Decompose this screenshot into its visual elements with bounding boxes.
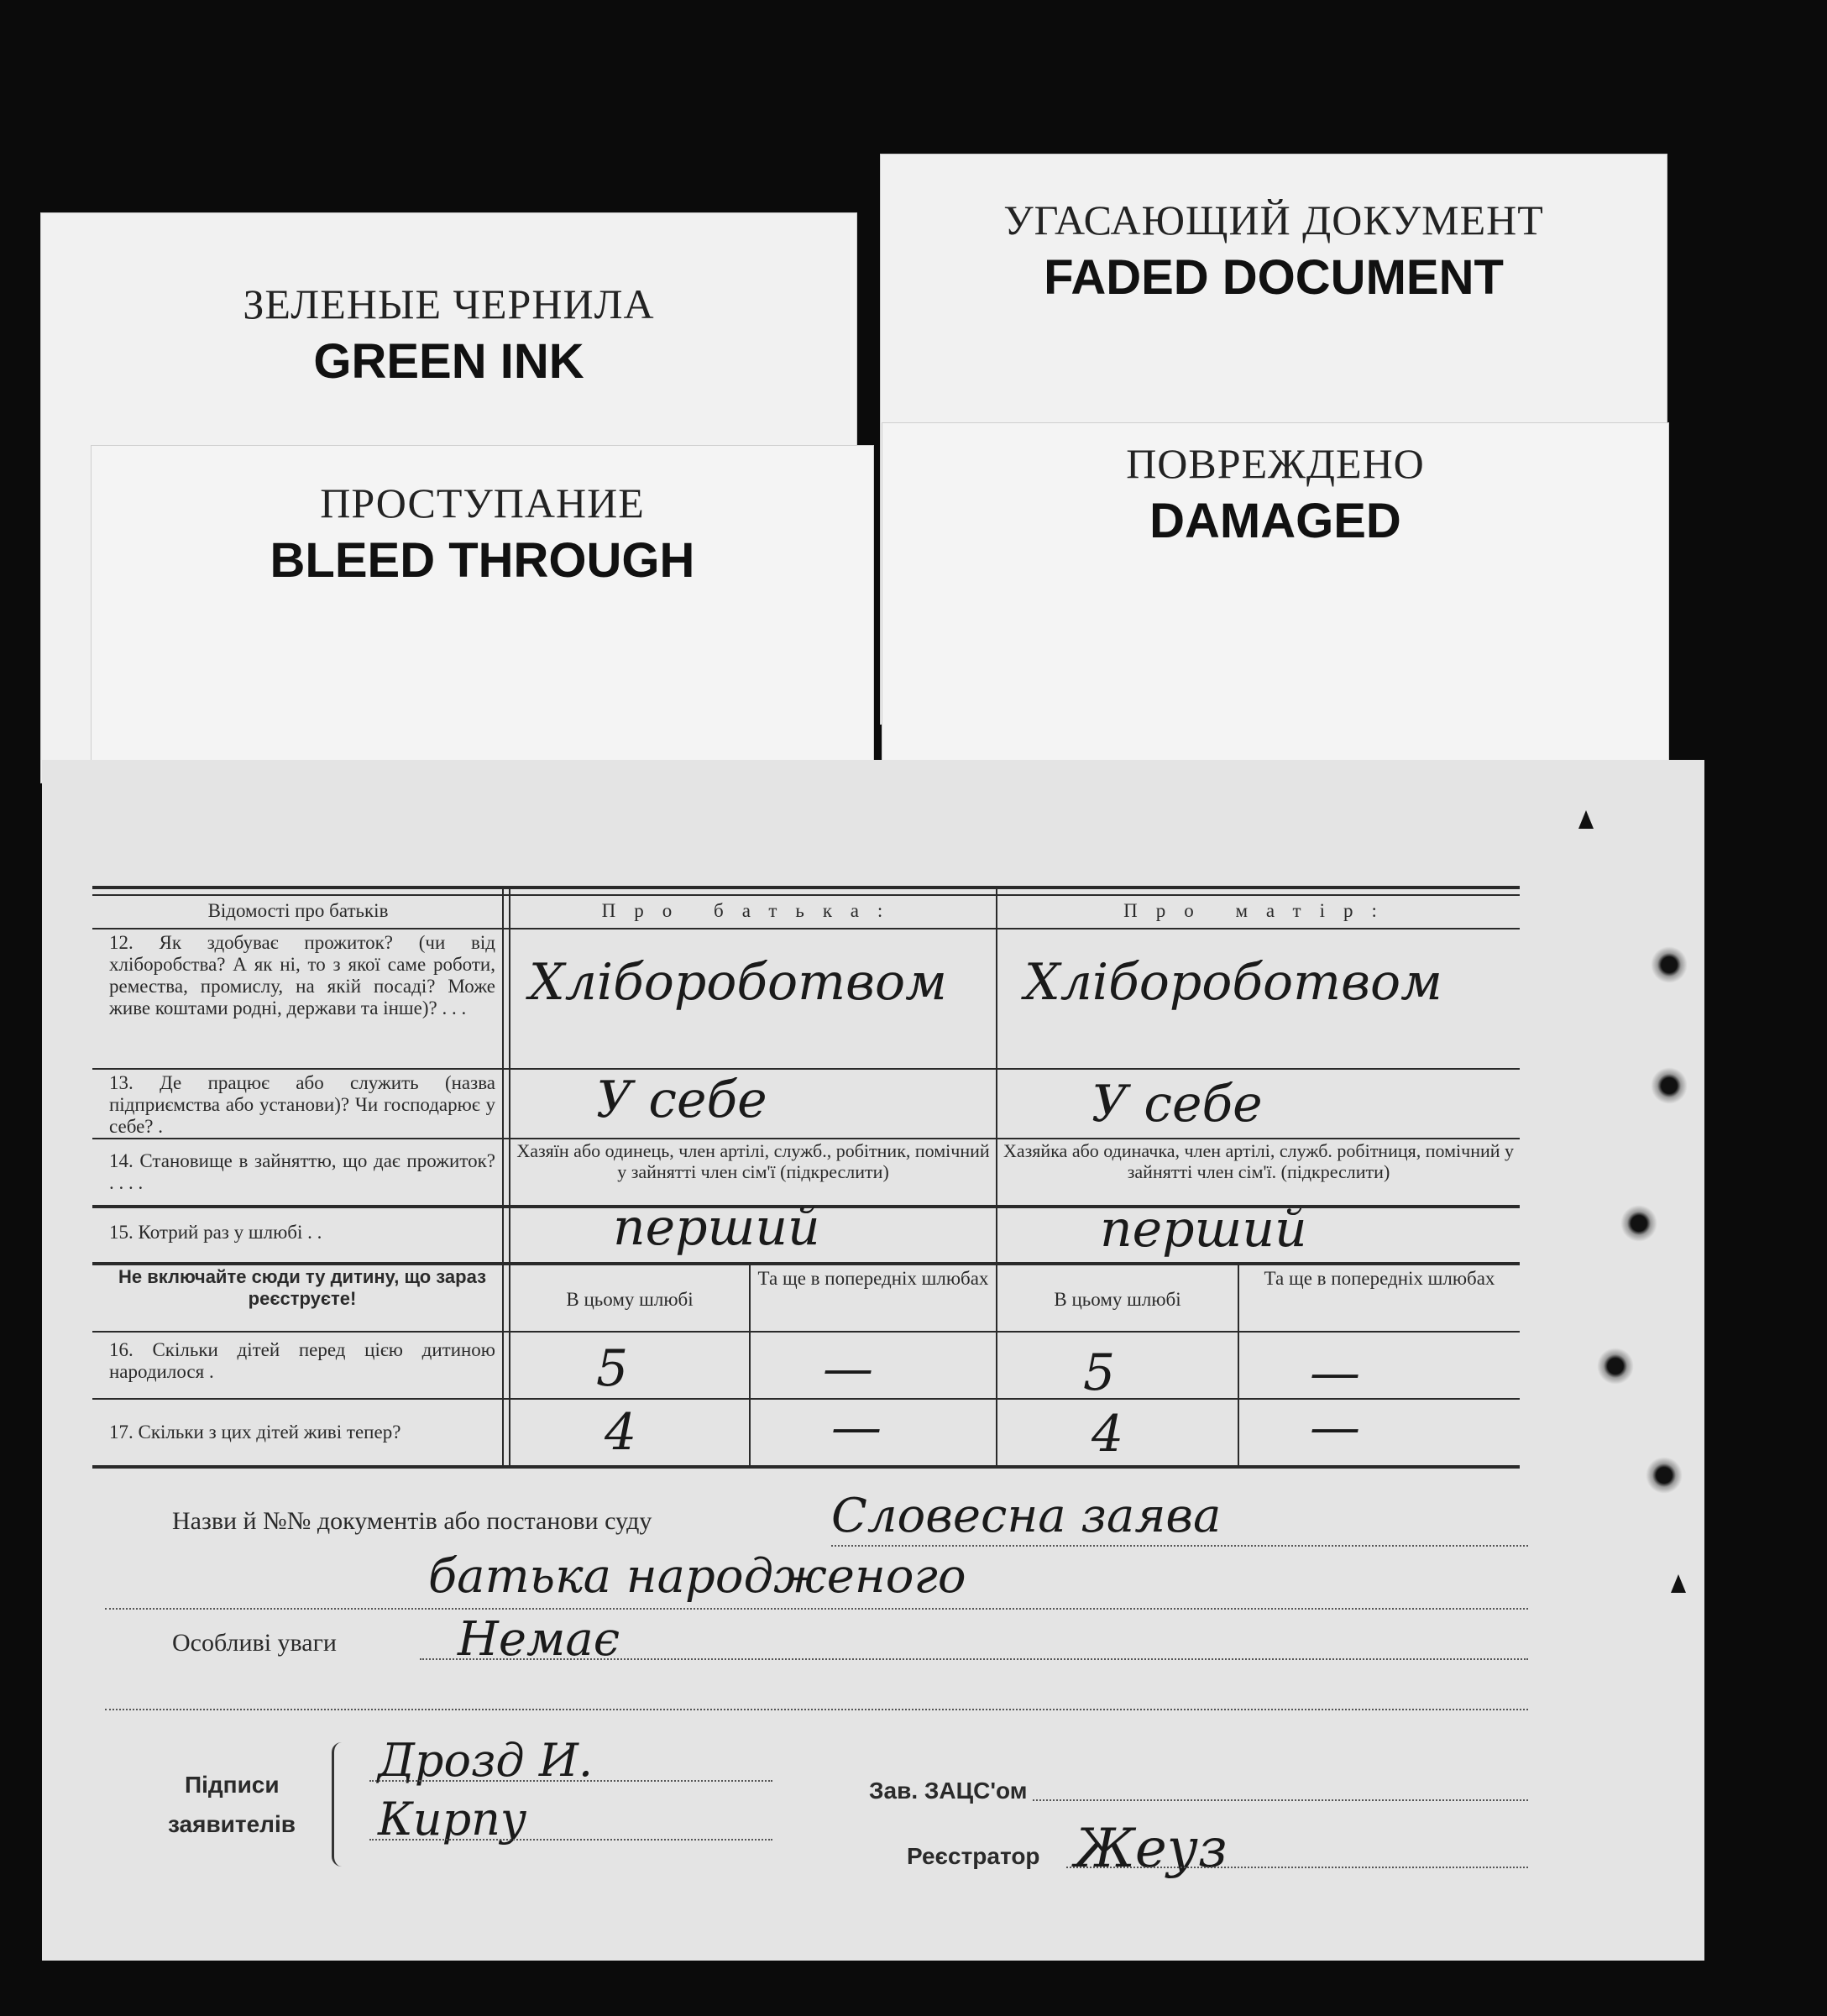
documents-value-line1: Словесна заява — [831, 1489, 1222, 1543]
header-father: Про батька: — [601, 900, 902, 921]
row-rule — [92, 1331, 1520, 1333]
punch-hole — [1620, 1205, 1657, 1242]
q14-father-options: Хазяїн або одинець, член артілі, служб., робітник, помічний у зайнятті член сім'ї (підкреслити) — [516, 1140, 990, 1182]
q14-mother-options: Хазяйка або одиначка, член артілі, служб. робітниця, помічний у зайнятті член сім'ї. (підкреслити) — [1002, 1140, 1515, 1182]
signatures-label-2: заявителів — [168, 1811, 296, 1837]
children-note: Не включайте сюди ту дитину, що зараз реєструєте! — [118, 1266, 487, 1309]
signature-line — [369, 1839, 772, 1841]
remarks-line — [105, 1709, 1528, 1710]
remarks-value: Немає — [458, 1612, 620, 1667]
punch-hole — [1597, 1348, 1634, 1385]
mother-previous-header: Та ще в попередніх шлюбах — [1264, 1268, 1495, 1289]
q17-father-this: 4 — [605, 1403, 637, 1462]
documents-line — [105, 1608, 1528, 1610]
mother-this-marriage-header: В цьому шлюбі — [1054, 1289, 1181, 1310]
remarks-line — [420, 1658, 1528, 1660]
q16-father-this: 5 — [596, 1339, 629, 1398]
signature-line — [369, 1780, 772, 1782]
green-ink-ru: ЗЕЛЕНЫЕ ЧЕРНИЛА — [243, 280, 655, 327]
q15-label: 15. Котрий раз у шлюбі . . — [109, 1222, 322, 1243]
row-rule — [92, 1068, 1520, 1070]
bleed-through-card — [91, 445, 874, 798]
signatures-bracket — [332, 1742, 346, 1867]
q16-mother-prev: — — [1310, 1343, 1360, 1402]
punch-hole — [1651, 946, 1688, 983]
father-previous-header: Та ще в попередніх шлюбах — [757, 1268, 989, 1289]
documents-line — [831, 1545, 1528, 1547]
remarks-label: Особливі уваги — [172, 1629, 337, 1657]
faded-document-en: FADED DOCUMENT — [1044, 250, 1504, 305]
documents-value-line2: батька народженого — [428, 1549, 966, 1604]
col-rule — [996, 886, 997, 1469]
bleed-through-en: BLEED THROUGH — [270, 533, 695, 588]
q12-mother-value: Хлібороботвом — [1024, 953, 1442, 1012]
q16-mother-this: 5 — [1083, 1343, 1116, 1402]
q14-label: 14. Становище в зайняттю, що дає прожиток? . . . . — [109, 1150, 495, 1193]
table-top-rule — [92, 894, 1520, 896]
q17-father-prev: — — [831, 1398, 882, 1457]
q17-mother-prev: — — [1310, 1398, 1360, 1457]
punch-hole — [1651, 1067, 1688, 1104]
damaged-card — [882, 422, 1669, 775]
faded-document-ru: УГАСАЮЩИЙ ДОКУМЕНТ — [1003, 196, 1544, 243]
green-ink-en: GREEN INK — [313, 334, 584, 389]
row-rule — [92, 1138, 1520, 1139]
col-rule — [502, 886, 504, 1469]
head-label: Зав. ЗАЦС'ом — [869, 1778, 1028, 1804]
row-rule — [92, 1398, 1520, 1400]
q12-label: 12. Як здобуває прожиток? (чи від хліборобства? А як ні, то з якої саме роботи, ремества, промислу, на якій посаді? Може живе коштами родні, держави та інше)? . . . — [109, 932, 495, 1018]
hole-mark — [1578, 810, 1594, 829]
row-rule — [92, 1262, 1520, 1265]
q16-label: 16. Скільки дітей перед цією дитиною народилося . — [109, 1339, 495, 1382]
q12-father-value: Хлібороботвом — [529, 953, 947, 1012]
header-col1: Відомості про батьків — [207, 900, 389, 921]
q17-mother-this: 4 — [1091, 1405, 1124, 1464]
q15-mother-value: перший — [1100, 1200, 1307, 1259]
damaged-en: DAMAGED — [1149, 494, 1401, 548]
table-bottom-rule — [92, 1465, 1520, 1469]
q15-father-value: перший — [613, 1198, 820, 1257]
bleed-through-ru: ПРОСТУПАНИЕ — [320, 479, 645, 526]
damaged-ru: ПОВРЕЖДЕНО — [1126, 440, 1425, 487]
hole-mark — [1671, 1574, 1686, 1593]
row-rule — [92, 928, 1520, 929]
header-mother: Про матір: — [1123, 900, 1395, 921]
punch-hole — [1646, 1457, 1683, 1494]
applicant-signature-1: Дрозд И. — [378, 1734, 594, 1787]
q16-father-prev: — — [823, 1339, 873, 1398]
q13-father-value: У себе — [596, 1071, 767, 1129]
applicant-signature-2: Кирпу — [378, 1793, 527, 1846]
documents-label: Назви й №№ документів або постанови суду — [172, 1507, 652, 1535]
col-rule — [509, 886, 510, 1469]
q17-label: 17. Скільки з цих дітей живі тепер? — [109, 1422, 401, 1443]
registrar-label: Реєстратор — [907, 1843, 1040, 1869]
registrar-signature: Жеуз — [1075, 1818, 1228, 1880]
q13-mother-value: У себе — [1091, 1075, 1263, 1134]
head-line — [1033, 1799, 1528, 1801]
registrar-line — [1066, 1867, 1528, 1868]
col-rule — [1238, 1264, 1239, 1469]
father-this-marriage-header: В цьому шлюбі — [566, 1289, 694, 1310]
registration-form — [42, 760, 1704, 1961]
signatures-label-1: Підписи — [185, 1772, 280, 1798]
q13-label: 13. Де працює або служить (назва підприємства або установи)? Чи господарює у себе? . — [109, 1072, 495, 1137]
table-top-rule — [92, 886, 1520, 889]
col-rule — [749, 1264, 751, 1469]
